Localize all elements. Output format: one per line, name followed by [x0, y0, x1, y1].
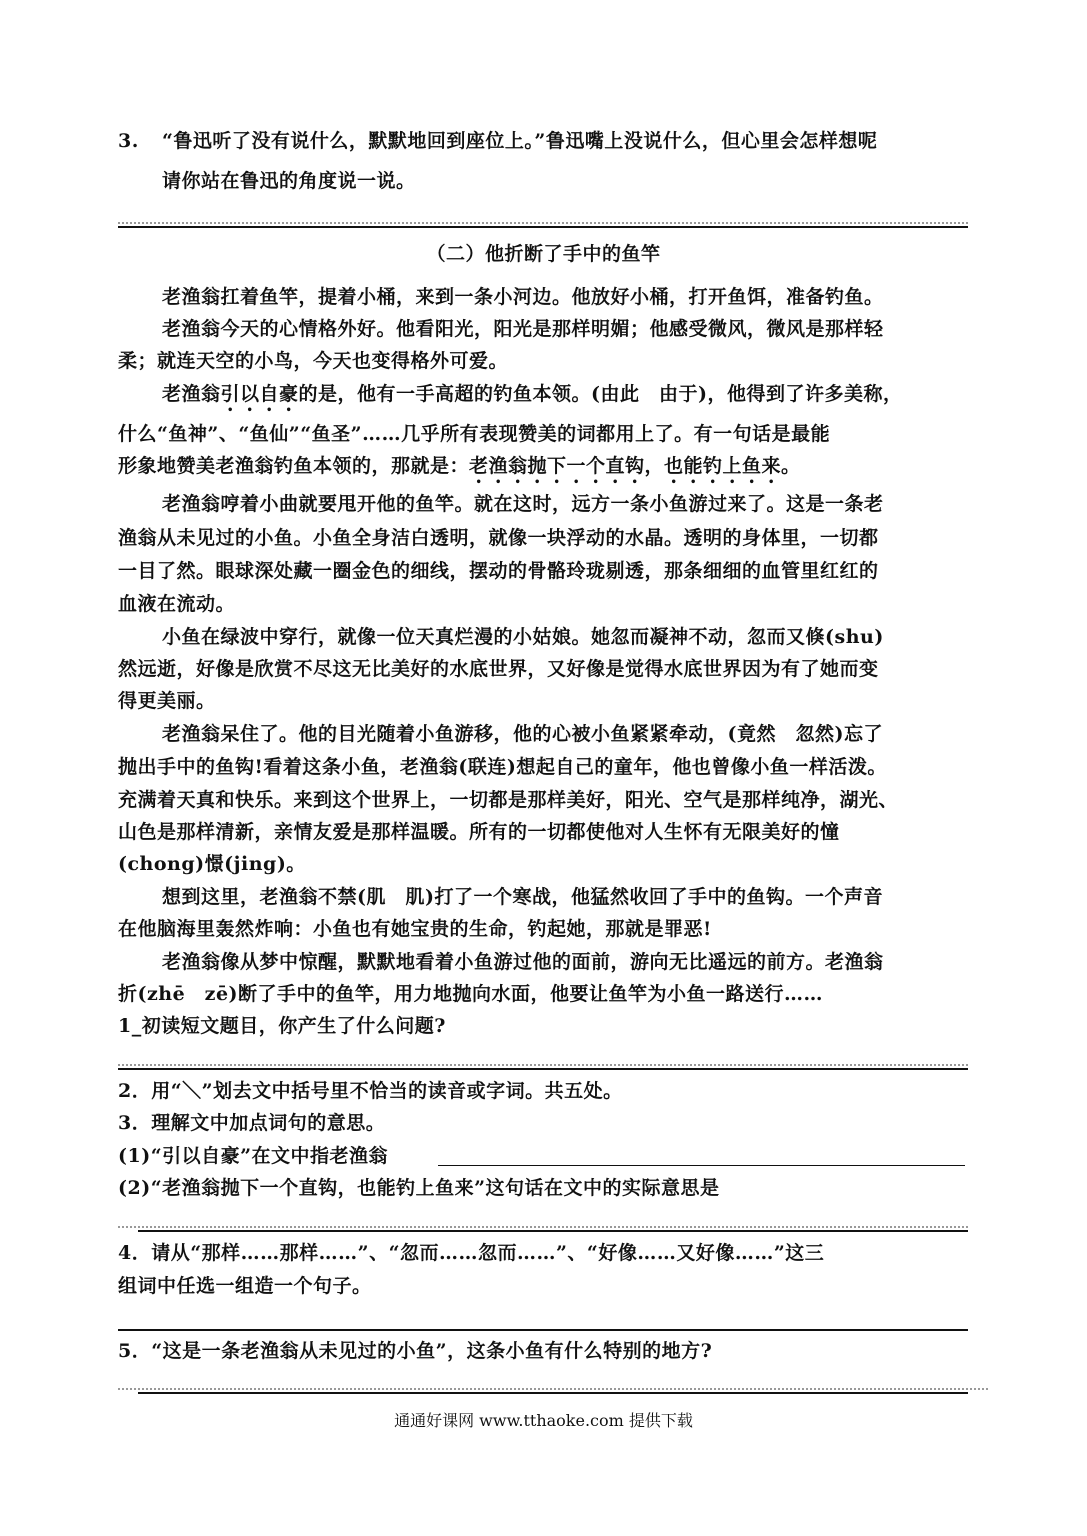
answer-rule: [118, 1068, 968, 1070]
prev-question-number: 3.: [118, 130, 139, 152]
passage-line: 得更美丽。: [118, 690, 216, 712]
emphasized-phrase: 老渔翁抛下一个直钩，也能钓上鱼来: [469, 455, 782, 477]
passage-text: 的是，他有一手高超的钓鱼本领。(由此 由于)，他得到了许多美称，: [298, 383, 903, 405]
passage-text: 。: [781, 455, 801, 477]
passage-line: [162, 380, 903, 416]
question-1: 1_初读短文题目，你产生了什么问题?: [118, 1015, 446, 1037]
passage-line: 渔翁从未见过的小鱼。小鱼全身洁白透明，就像一块浮动的水晶。透明的身体里，一切都: [118, 527, 879, 549]
answer-blank[interactable]: [438, 1165, 965, 1166]
passage-text: 形象地赞美老渔翁钓鱼本领的，那就是：: [118, 455, 470, 477]
answer-rule[interactable]: [138, 1230, 968, 1232]
passage-line: 老渔翁扛着鱼竿，提着小桶，来到一条小河边。他放好小桶，打开鱼饵，准备钓鱼。: [162, 286, 884, 308]
passage-line: 充满着天真和快乐。来到这个世界上，一切都是那样美好，阳光、空气是那样纯净，湖光、: [118, 789, 899, 811]
passage-line: 在他脑海里轰然炸响：小鱼也有她宝贵的生命，钓起她，那就是罪恶!: [118, 918, 712, 940]
passage-line: 一目了然。眼球深处藏一圈金色的细线，摆动的骨骼玲珑剔透，那条细细的血管里红红的: [118, 560, 879, 582]
answer-dotted-line: [118, 1226, 968, 1228]
passage-line: 抛出手中的鱼钩!看着这条小鱼，老渔翁(联连)想起自己的童年，他也曾像小鱼一样活泼。: [118, 756, 887, 778]
answer-dotted-line: [118, 1064, 968, 1066]
answer-rule: [118, 226, 968, 228]
passage-line: 想到这里，老渔翁不禁(肌 肌)打了一个寒战，他猛然收回了手中的鱼钩。一个声音: [162, 886, 883, 908]
passage-line: 小鱼在绿波中穿行，就像一位天真烂漫的小姑娘。她忽而凝神不动，忽而又倏(shu): [162, 626, 884, 648]
prev-question-line-2: 请你站在鲁迅的角度说一说。: [162, 170, 416, 192]
answer-rule[interactable]: [138, 1392, 968, 1394]
passage-line: 山色是那样清新，亲情友爱是那样温暖。所有的一切都使他对人生怀有无限美好的憧: [118, 821, 840, 843]
passage-line: 血液在流动。: [118, 593, 236, 615]
passage-line: 老渔翁像从梦中惊醒，默默地看着小鱼游过他的面前，游向无比遥远的前方。老渔翁: [162, 951, 884, 973]
question-3: 3．理解文中加点词句的意思。: [118, 1112, 386, 1134]
prev-question-line-1: “鲁迅听了没有说什么，默默地回到座位上。”鲁迅嘴上没说什么，但心里会怎样想呢: [162, 130, 878, 152]
passage-line: 折(zhē zē)断了手中的鱼竿，用力地抛向水面，他要让鱼竿为小鱼一路送行……: [118, 983, 824, 1005]
question-2: 2．用“＼”划去文中括号里不恰当的读音或字词。共五处。: [118, 1080, 623, 1102]
passage-line: 老渔翁哼着小曲就要甩开他的鱼竿。就在这时，远方一条小鱼游过来了。这是一条老: [162, 493, 884, 515]
answer-dotted-line: [118, 222, 968, 224]
question-3-2: (2)“老渔翁抛下一个直钩，也能钓上鱼来”这句话在文中的实际意思是: [118, 1177, 720, 1199]
answer-rule[interactable]: [118, 1329, 968, 1331]
passage-line: 老渔翁呆住了。他的目光随着小鱼游移，他的心被小鱼紧紧牵动，(竟然 忽然)忘了: [162, 723, 883, 745]
passage-line: 老渔翁今天的心情格外好。他看阳光，阳光是那样明媚；他感受微风，微风是那样轻: [162, 318, 884, 340]
question-5: 5．“这是一条老渔翁从未见过的小鱼”，这条小鱼有什么特别的地方?: [118, 1340, 713, 1362]
passage-line: 然远逝，好像是欣赏不尽这无比美好的水底世界，又好像是觉得水底世界因为有了她而变: [118, 658, 879, 680]
passage-line: 柔；就连天空的小鸟，今天也变得格外可爱。: [118, 350, 509, 372]
passage-line: [118, 452, 801, 488]
question-4-line-1: 4．请从“那样……那样……”、“忽而……忽而……”、“好像……又好像……”这三: [118, 1242, 825, 1264]
passage-text: 老渔翁: [162, 383, 221, 405]
question-3-1: (1)“引以自豪”在文中指老渔翁: [118, 1145, 389, 1167]
question-4-line-2: 组词中任选一组造一个句子。: [118, 1275, 372, 1297]
answer-dotted-line: [118, 1388, 988, 1390]
emphasized-phrase: 引以自豪: [220, 383, 299, 405]
passage-line: 什么“鱼神”、“鱼仙”“鱼圣”……几乎所有表现赞美的词都用上了。有一句话是最能: [118, 423, 831, 445]
section-title: （二）他折断了手中的鱼竿: [426, 243, 661, 265]
footer-credit: 通通好课网 www.tthaoke.com 提供下载: [394, 1411, 693, 1430]
passage-line: (chong)憬(jing)。: [118, 853, 306, 875]
